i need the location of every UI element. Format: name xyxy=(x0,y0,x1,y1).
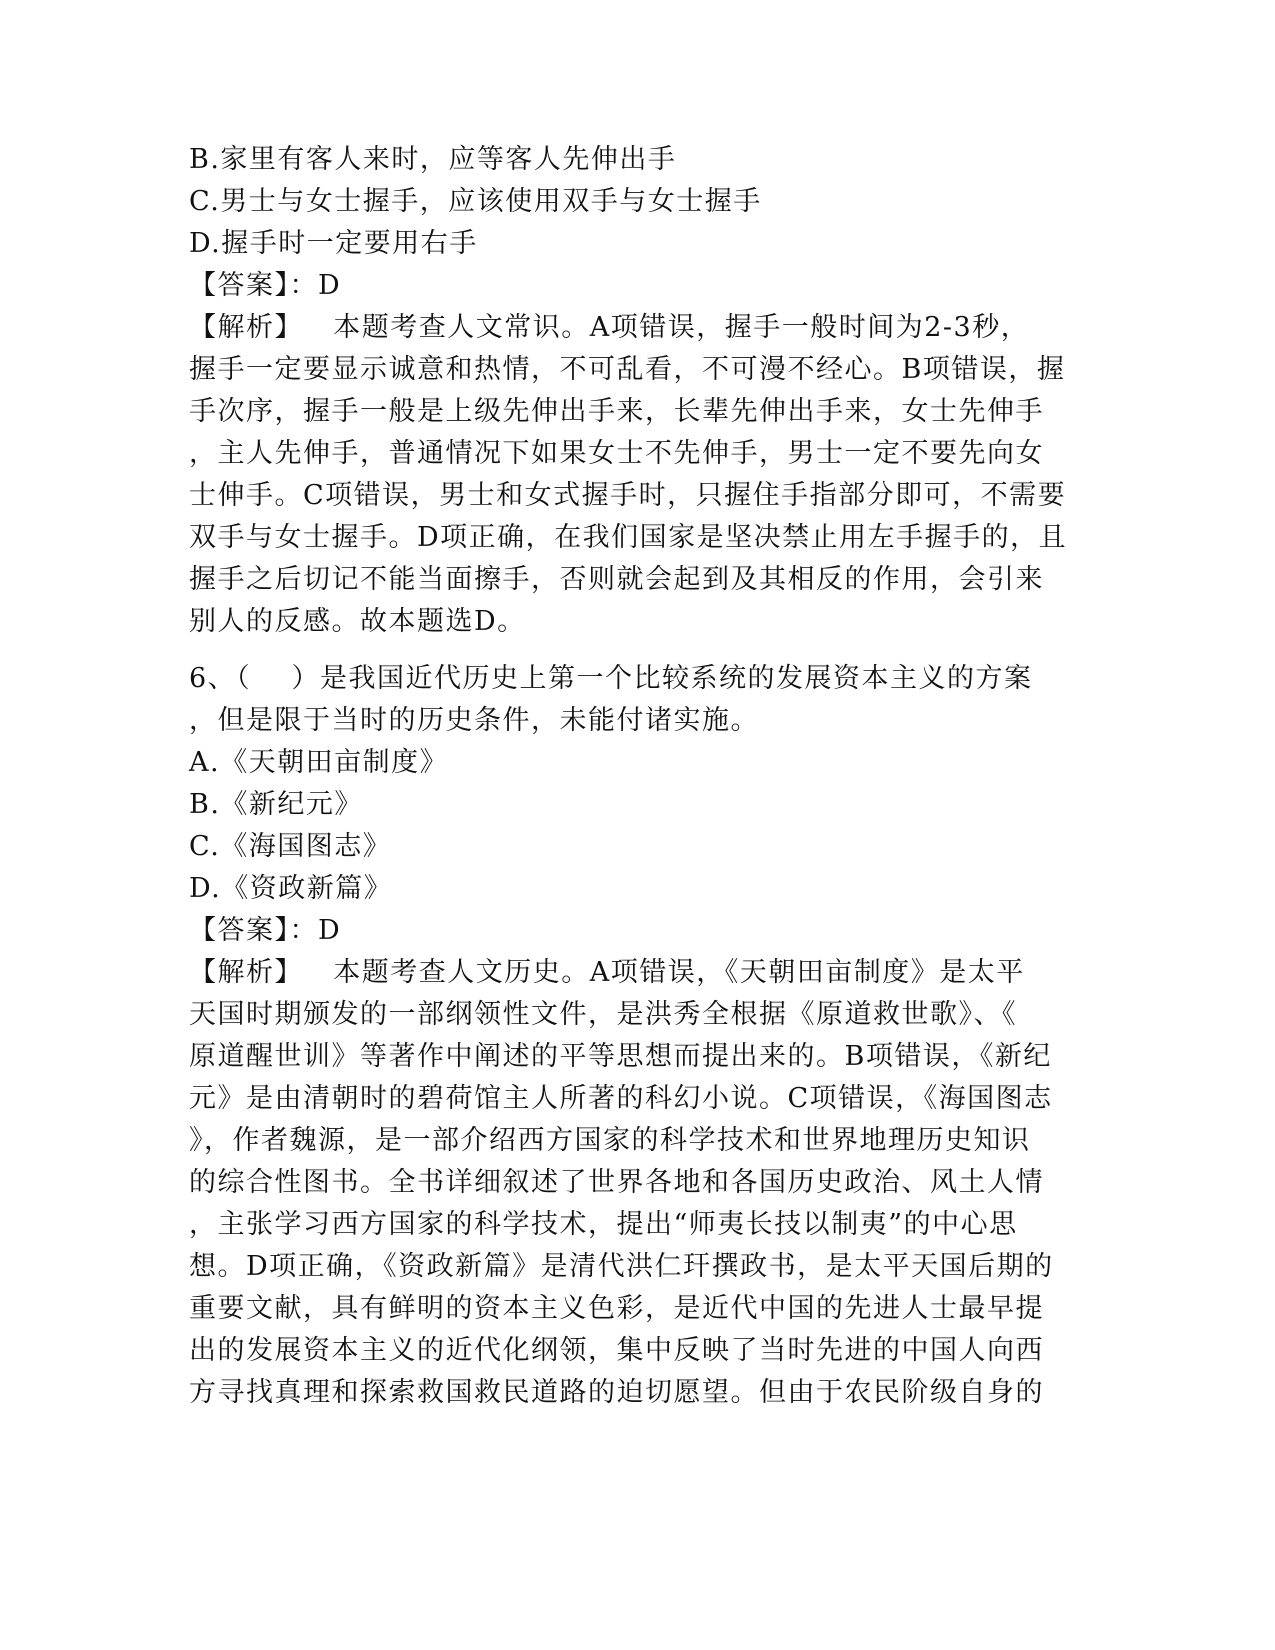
analysis-q5-line-3: 手次序，握手一般是上级先伸出手来，长辈先伸出手来，女士先伸手 xyxy=(189,396,1044,427)
option-b-q5: B.家里有客人来时，应等客人先伸出手 xyxy=(189,144,677,175)
analysis-q5-line-1: 【解析】 本题考查人文常识。A项错误，握手一般时间为2-3秒， xyxy=(189,312,1030,343)
option-b-q6: B.《新纪元》 xyxy=(189,789,363,820)
analysis-q6-line-5: 》，作者魏源，是一部介绍西方国家的科学技术和世界地理历史知识 xyxy=(189,1125,1031,1156)
analysis-q6-line-10: 出的发展资本主义的近代化纲领，集中反映了当时先进的中国人向西 xyxy=(189,1335,1044,1366)
answer-q5: 【答案】：D xyxy=(189,270,342,301)
analysis-q5-line-7: 握手之后切记不能当面擦手，否则就会起到及其相反的作用，会引来 xyxy=(189,564,1044,595)
option-c-q6: C.《海国图志》 xyxy=(189,831,392,862)
analysis-q6-line-9: 重要文献，具有鲜明的资本主义色彩，是近代中国的先进人士最早提 xyxy=(189,1293,1044,1324)
analysis-q5-line-8: 别人的反感。故本题选D。 xyxy=(189,606,526,637)
analysis-q6-line-2: 天国时期颁发的一部纲领性文件，是洪秀全根据《原道救世歌》、《 xyxy=(189,999,1017,1030)
analysis-q5-line-5: 士伸手。C项错误，男士和女式握手时，只握住手指部分即可，不需要 xyxy=(189,480,1067,511)
question-6-line-1: 6、（ ）是我国近代历史上第一个比较系统的发展资本主义的方案 xyxy=(189,663,1033,694)
analysis-q5-line-2: 握手一定要显示诚意和热情，不可乱看，不可漫不经心。B项错误，握 xyxy=(189,354,1066,385)
option-d-q6: D.《资政新篇》 xyxy=(189,873,393,904)
option-a-q6: A.《天朝田亩制度》 xyxy=(189,747,449,778)
option-c-q5: C.男士与女士握手，应该使用双手与女士握手 xyxy=(189,186,762,217)
analysis-q6-line-8: 想。D项正确，《资政新篇》是清代洪仁玕撰政书，是太平天国后期的 xyxy=(189,1251,1054,1282)
question-6-line-2: ，但是限于当时的历史条件，未能付诸实施。 xyxy=(189,705,759,736)
analysis-q5-line-6: 双手与女士握手。D项正确，在我们国家是坚决禁止用左手握手的，且 xyxy=(189,522,1068,553)
analysis-q6-line-7: ，主张学习西方国家的科学技术，提出“师夷长技以制夷”的中心思 xyxy=(189,1209,1018,1240)
answer-q6: 【答案】：D xyxy=(189,915,342,946)
analysis-q5-line-4: ，主人先伸手，普通情况下如果女士不先伸手，男士一定不要先向女 xyxy=(189,438,1044,469)
analysis-q6-line-3: 原道醒世训》等著作中阐述的平等思想而提出来的。B项错误，《新纪 xyxy=(189,1041,1052,1072)
option-d-q5: D.握手时一定要用右手 xyxy=(189,228,478,259)
analysis-q6-line-1: 【解析】 本题考查人文历史。A项错误，《天朝田亩制度》是太平 xyxy=(189,957,1025,988)
analysis-q6-line-6: 的综合性图书。全书详细叙述了世界各地和各国历史政治、风土人情 xyxy=(189,1167,1044,1198)
analysis-q6-line-4: 元》是由清朝时的碧荷馆主人所著的科幻小说。C项错误，《海国图志 xyxy=(189,1083,1053,1114)
analysis-q6-line-11: 方寻找真理和探索救国救民道路的迫切愿望。但由于农民阶级自身的 xyxy=(189,1377,1044,1408)
